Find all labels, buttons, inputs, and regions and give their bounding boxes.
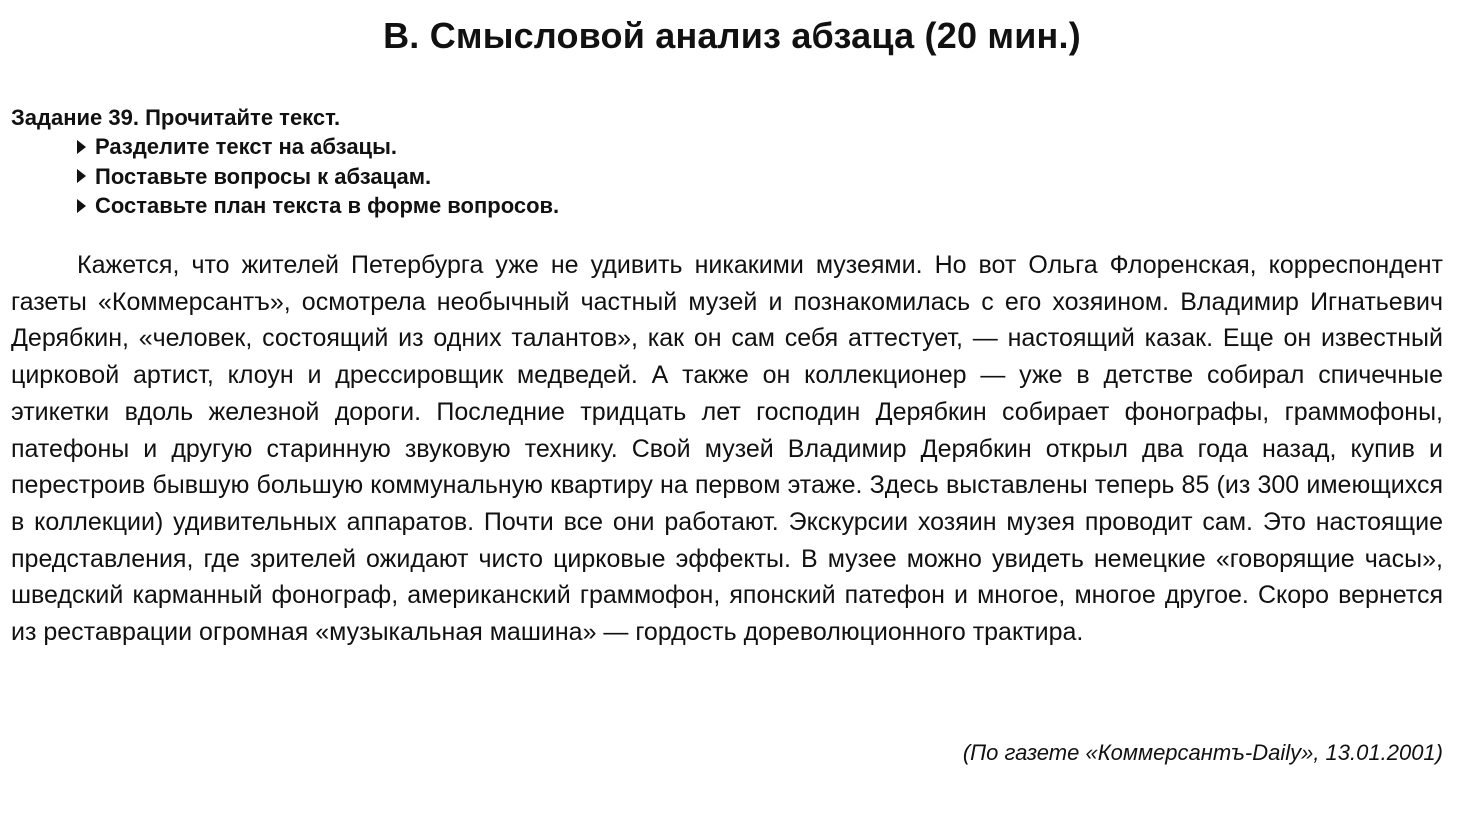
section-title: В. Смысловой анализ абзаца (20 мин.) bbox=[383, 15, 1081, 56]
instruction-item bbox=[77, 132, 1211, 162]
instruction-list bbox=[11, 132, 1211, 221]
right-triangle-bullet-icon bbox=[77, 199, 86, 213]
source-citation: (По газете «Коммерсантъ-Daily», 13.01.2001) bbox=[962, 740, 1443, 765]
right-triangle-bullet-icon bbox=[77, 169, 86, 183]
task-block bbox=[11, 103, 1211, 221]
instruction-text: Составьте план текста в форме вопросов. bbox=[95, 193, 560, 218]
instruction-text: Разделите текст на абзацы. bbox=[95, 134, 397, 159]
instruction-item bbox=[77, 191, 1211, 221]
right-triangle-bullet-icon bbox=[77, 140, 86, 154]
task-title: Задание 39. Прочитайте текст. bbox=[11, 105, 341, 130]
article-text: Кажется, что жителей Петербурга уже не удивить никакими музеями. Но вот Ольга Флоренская, корреспондент газеты «Коммерсантъ», осмотрела необычный частный музей и познакомилась с его хозяином. Владимир Игнатьевич Дерябкин, «человек, состоящий из одних талантов», как он сам себя аттестует, — настоящий казак. Еще он известный цирковой артист, клоун и дрессировщик медведей. А также он коллекционер — уже в детстве собирал спичечные этикетки вдоль железной дороги. Последние тридцать лет господин Дерябкин собирает фонографы, граммофоны, патефоны и другую старинную звуковую технику. Свой музей Владимир Дерябкин открыл два года назад, купив и перестроив бывшую большую коммунальную квартиру на первом этаже. Здесь выставлены теперь 85 (из 300 имеющихся в коллекции) удивительных аппаратов. Почти все они работают. Экскурсии хозяин музея проводит сам. Это настоящие представления, где зрителей ожидают чисто цирковые эффекты. В музее можно увидеть немецкие «говорящие часы», шведский карманный фонограф, американский граммофон, японский патефон и многое, многое другое. Скоро вернется из реставрации огромная «музыкальная машина» — гордость дореволюционного трактира. bbox=[11, 251, 1443, 647]
instruction-item bbox=[77, 162, 1211, 192]
instruction-text: Поставьте вопросы к абзацам. bbox=[95, 163, 432, 189]
